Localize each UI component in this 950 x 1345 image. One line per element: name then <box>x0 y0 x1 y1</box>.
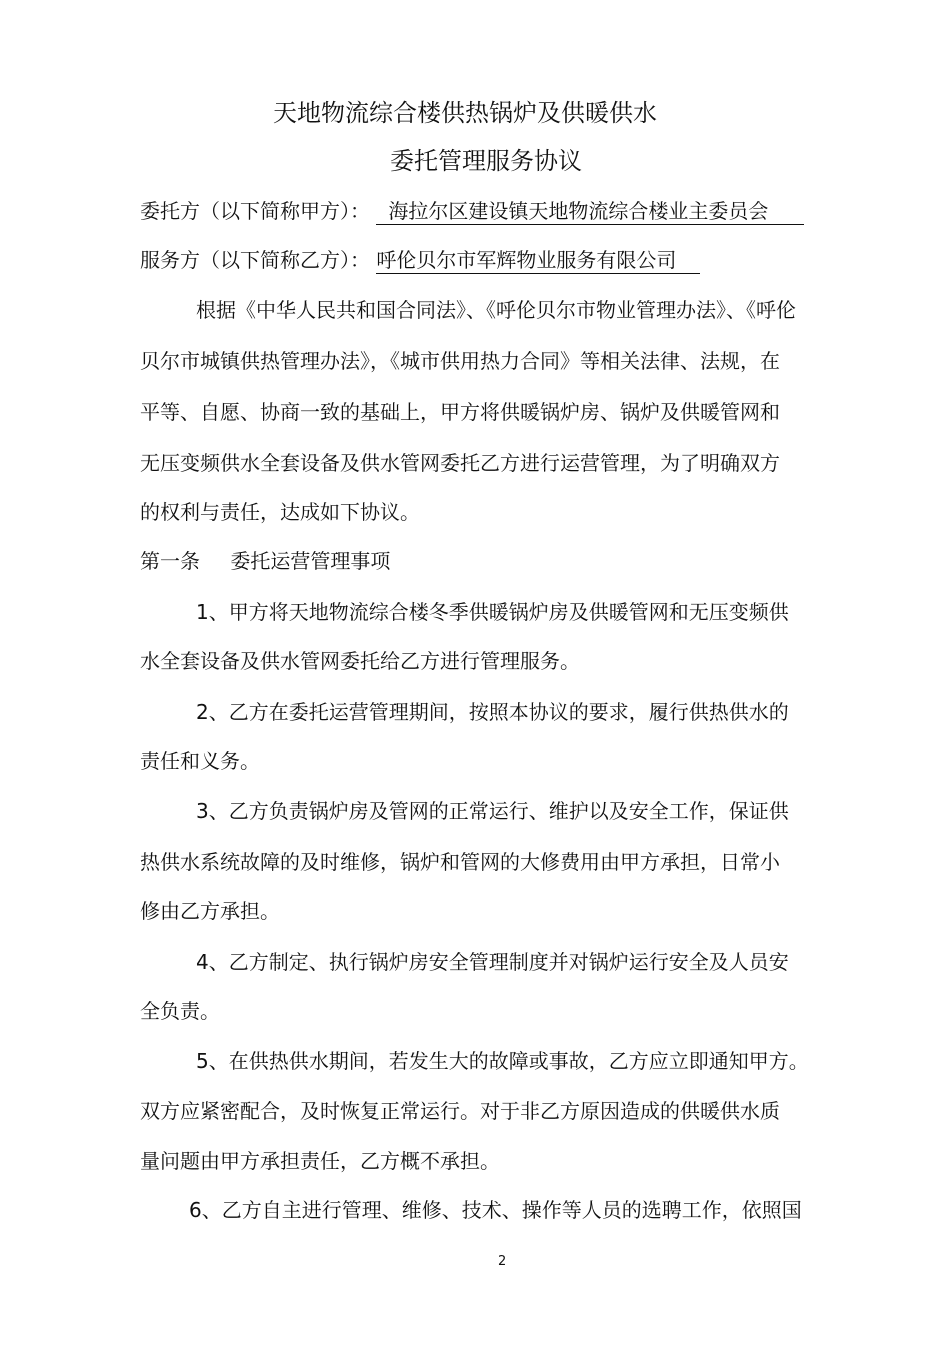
item-4-line: 4、乙方制定、执行锅炉房安全管理制度并对锅炉运行安全及人员安 <box>196 950 789 974</box>
party-b-row <box>140 248 700 274</box>
document-title-line-1: 天地物流综合楼供热锅炉及供暖供水 <box>273 99 657 127</box>
item-6-line: 6、乙方自主进行管理、维修、技术、操作等人员的选聘工作，依照国 <box>189 1198 802 1222</box>
article-1-heading-row <box>140 549 390 573</box>
intro-line: 的权利与责任，达成如下协议。 <box>140 500 420 524</box>
party-a-row <box>140 199 804 225</box>
item-1-line: 水全套设备及供水管网委托给乙方进行管理服务。 <box>140 649 580 673</box>
item-3-line: 修由乙方承担。 <box>140 899 280 923</box>
intro-line: 贝尔市城镇供热管理办法》，《城市供用热力合同》等相关法律、法规，在 <box>140 349 780 373</box>
article-1-number: 第一条 <box>140 549 200 573</box>
document-title-line-2: 委托管理服务协议 <box>390 147 582 175</box>
party-a-value: 海拉尔区建设镇天地物流综合楼业主委员会 <box>376 199 804 225</box>
item-5-line: 5、在供热供水期间，若发生大的故障或事故，乙方应立即通知甲方。 <box>196 1049 809 1073</box>
party-b-value: 呼伦贝尔市军辉物业服务有限公司 <box>376 248 700 274</box>
item-2-line: 2、乙方在委托运营管理期间，按照本协议的要求，履行供热供水的 <box>196 700 789 724</box>
intro-line: 根据《中华人民共和国合同法》、《呼伦贝尔市物业管理办法》、《呼伦 <box>196 298 796 322</box>
item-5-line: 双方应紧密配合，及时恢复正常运行。对于非乙方原因造成的供暖供水质 <box>140 1099 780 1123</box>
item-3-line: 热供水系统故障的及时维修，锅炉和管网的大修费用由甲方承担，日常小 <box>140 850 780 874</box>
party-a-label: 委托方（以下简称甲方）： <box>140 199 370 223</box>
page-number: 2 <box>498 1254 507 1269</box>
item-5-line: 量问题由甲方承担责任，乙方概不承担。 <box>140 1149 500 1173</box>
item-4-line: 全负责。 <box>140 999 220 1023</box>
item-1-line: 1、甲方将天地物流综合楼冬季供暖锅炉房及供暖管网和无压变频供 <box>196 600 789 624</box>
intro-line: 无压变频供水全套设备及供水管网委托乙方进行运营管理，为了明确双方 <box>140 451 780 475</box>
party-b-label: 服务方（以下简称乙方）： <box>140 248 370 272</box>
intro-line: 平等、自愿、协商一致的基础上，甲方将供暖锅炉房、锅炉及供暖管网和 <box>140 400 780 424</box>
item-2-line: 责任和义务。 <box>140 749 260 773</box>
item-3-line: 3、乙方负责锅炉房及管网的正常运行、维护以及安全工作，保证供 <box>196 799 789 823</box>
article-1-title: 委托运营管理事项 <box>230 549 391 573</box>
